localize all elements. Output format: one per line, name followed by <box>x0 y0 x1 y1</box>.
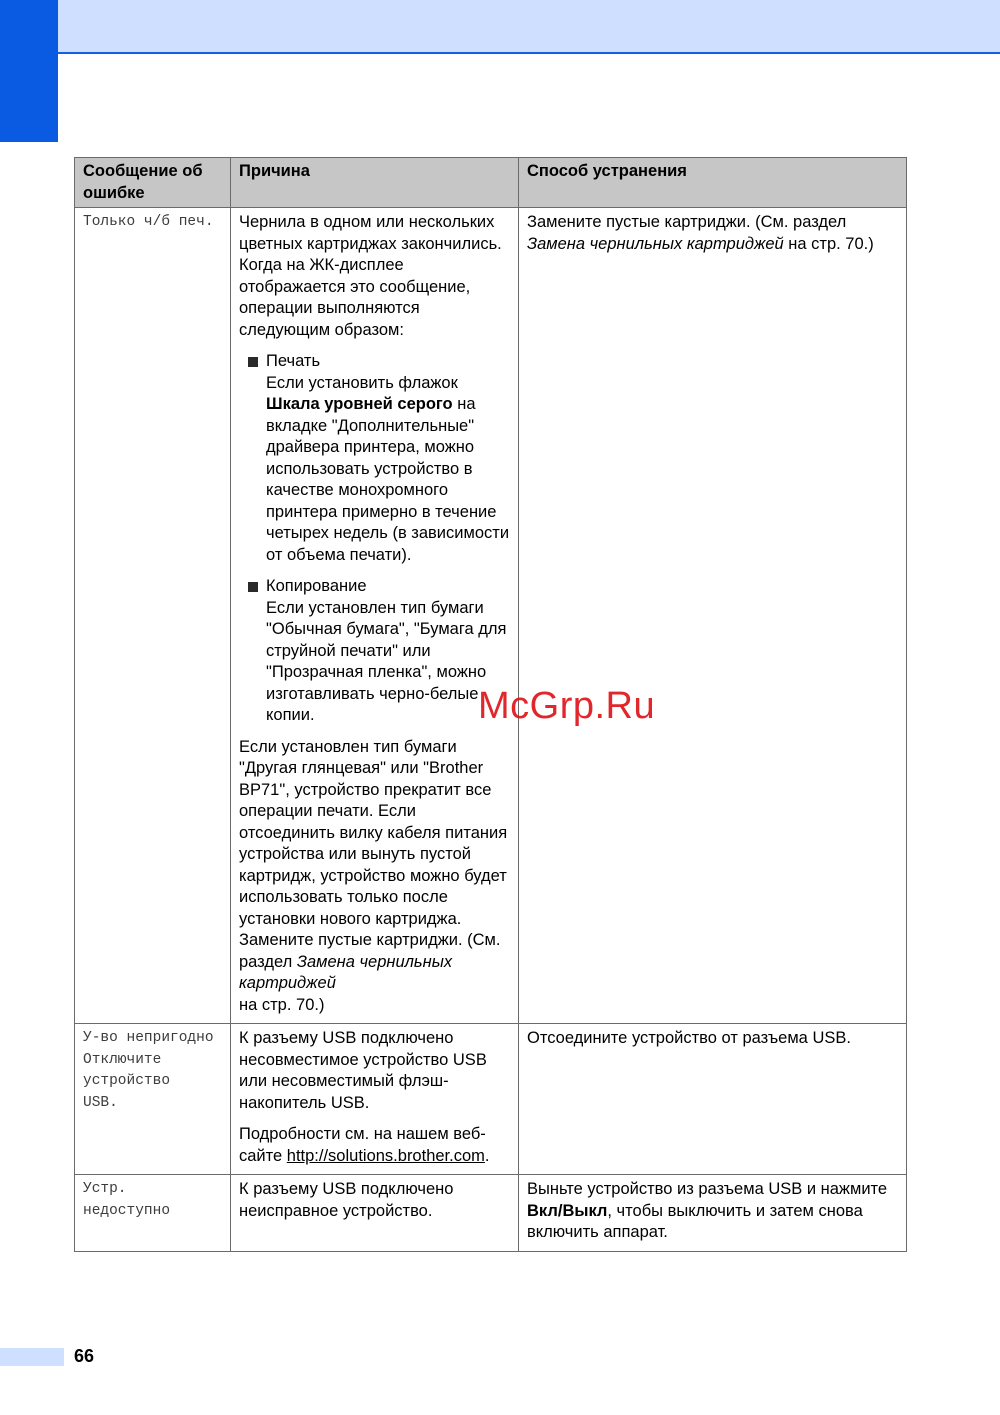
bullet-square-icon <box>248 357 258 367</box>
remedy-cell <box>519 1175 907 1252</box>
table-row <box>75 208 907 1024</box>
error-message-cell: Устр. недоступно <box>75 1175 231 1252</box>
list-item-title: Копирование <box>266 577 367 595</box>
list-item-text: Если установлен тип бумаги "Обычная бумага", "Бумага для струйной печати" или "Прозрачная пленка", можно изготавливать черно-белые копии. <box>266 598 507 724</box>
message-line: У-во непригодно <box>83 1030 214 1046</box>
column-header-remedy: Способ устранения <box>519 158 907 208</box>
column-header-cause: Причина <box>231 158 519 208</box>
header-rule <box>58 52 1000 54</box>
mode-list <box>239 351 510 727</box>
cause-outro-text: Если установлен тип бумаги "Другая глянцевая" или "Brother BP71", устройство прекратит все операции печати. Если отсоединить вилку кабеля питания устройства или вынуть пустой картридж, устройство можно будет использовать только после установки нового картриджа. Замените пустые картриджи. (См. раздел <box>239 737 508 971</box>
error-message-cell: Только ч/б печ. <box>75 208 231 1024</box>
cause-text: К разъему USB подключено несовместимое устройство USB или несовместимый флэш-накопитель USB. <box>239 1029 487 1112</box>
remedy-cell: Отсоедините устройство от разъема USB. <box>519 1024 907 1175</box>
table-row <box>75 1024 907 1175</box>
header-band <box>0 0 1000 52</box>
cause-text-prefix: Подробности см. на нашем веб-сайте <box>239 1125 486 1165</box>
support-website-link[interactable]: http://solutions.brother.com <box>286 1146 485 1165</box>
error-message-cell <box>75 1024 231 1175</box>
bullet-square-icon <box>248 582 258 592</box>
cause-outro <box>239 737 510 1017</box>
cause-cell <box>231 1024 519 1175</box>
list-item-text: Если установить флажок <box>266 373 458 392</box>
page-number: 66 <box>74 1346 95 1366</box>
page-reference: на стр. 70.) <box>783 234 874 253</box>
table-header-row <box>75 158 907 208</box>
remedy-text: Выньте устройство из разъема USB и нажмите <box>527 1180 888 1198</box>
cause-cell <box>231 208 519 1024</box>
page-reference: на стр. 70.) <box>239 995 325 1014</box>
cause-text-suffix: . <box>484 1146 490 1165</box>
section-reference: Замена чернильных картриджей <box>527 234 784 253</box>
section-reference: Замена чернильных картриджей <box>239 952 453 992</box>
list-item-text: на вкладке "Дополнительные" драйвера принтера, можно использовать устройство в качестве монохромного принтера примерно в течение четырех недель (в зависимости от объема печати). <box>266 395 510 564</box>
list-item <box>239 351 510 566</box>
watermark: McGrp.Ru <box>478 685 656 727</box>
cause-cell: К разъему USB подключено неисправное устройство. <box>231 1175 519 1252</box>
cause-intro: Чернила в одном или нескольких цветных картриджах закончились. Когда на ЖК-дисплее отображается это сообщение, операции выполняются следующим образом: <box>239 213 502 339</box>
column-header-message: Сообщение об ошибке <box>75 158 231 208</box>
bold-setting-name: Шкала уровней серого <box>266 395 453 413</box>
remedy-text: Замените пустые картриджи. (См. раздел <box>527 213 847 231</box>
remedy-text: , чтобы выключить и затем снова включить аппарат. <box>527 1201 863 1241</box>
message-line: устройство <box>83 1073 171 1089</box>
cause-text <box>239 1124 510 1167</box>
power-key-name: Вкл/Выкл <box>527 1201 608 1220</box>
remedy-cell <box>519 208 907 1024</box>
message-line: USB. <box>83 1094 118 1111</box>
list-item <box>239 576 510 727</box>
chapter-tab <box>0 0 58 142</box>
page-number-tab <box>0 1348 64 1366</box>
list-item-title: Печать <box>266 352 321 370</box>
message-line: Отключите <box>83 1051 162 1068</box>
table-row <box>75 1175 907 1252</box>
